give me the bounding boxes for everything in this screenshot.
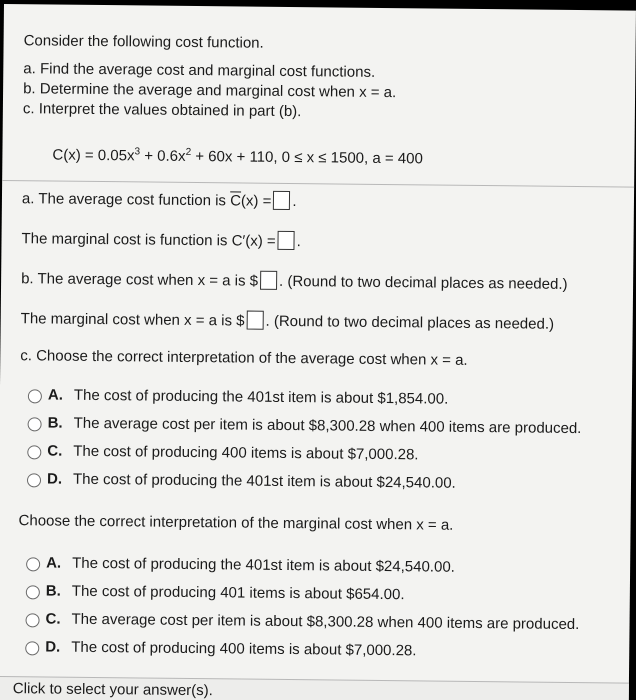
option-text: The cost of producing 401 items is about $654.00. bbox=[71, 582, 405, 604]
option-text: The average cost per item is about $8,300.28 when 400 items are produced. bbox=[71, 610, 580, 634]
marginal-cost-function-row: The marginal cost is function is C′(x) = . bbox=[21, 230, 301, 251]
option-text: The average cost per item is about $8,300.28 when 400 items are produced. bbox=[73, 414, 582, 438]
average-interpretation-prompt: c. Choose the correct interpretation of the average cost when x = a. bbox=[20, 347, 468, 369]
marginal-cost-at-a-row bbox=[21, 308, 555, 334]
option-text: The cost of producing the 401st item is about $24,540.00. bbox=[72, 554, 455, 576]
cost-function bbox=[52, 147, 423, 169]
marginal-cost-at-a-label: The marginal cost when x = a is $ bbox=[20, 310, 245, 330]
marginal-option-a-radio[interactable] bbox=[26, 557, 40, 571]
average-cost-at-a-row bbox=[21, 268, 568, 294]
part-a-instruction: a. Find the average cost and marginal cost functions. bbox=[23, 60, 376, 81]
average-cost-function-label: a. The average cost function is bbox=[21, 190, 231, 210]
average-cost-round-note: . (Round to two decimal places as needed.) bbox=[278, 272, 568, 293]
divider bbox=[2, 180, 634, 188]
option-letter: C. bbox=[45, 610, 61, 628]
exponent-2: 2 bbox=[185, 146, 192, 158]
option-letter: B. bbox=[45, 582, 61, 600]
average-cost-at-a-label: b. The average cost when x = a is $ bbox=[21, 270, 259, 290]
option-letter: D. bbox=[46, 470, 63, 488]
marginal-cost-function-label: The marginal cost is function is C′(x) = bbox=[21, 230, 276, 250]
question-panel bbox=[0, 4, 636, 700]
marginal-option-b-radio[interactable] bbox=[26, 585, 40, 599]
option-text: The cost of producing the 401st item is about $24,540.00. bbox=[72, 470, 456, 492]
average-cost-function-input[interactable] bbox=[273, 191, 290, 210]
marginal-option-d-radio[interactable] bbox=[25, 641, 39, 655]
option-text: The cost of producing 400 items is about $7,000.28. bbox=[73, 442, 419, 464]
cost-function-part1: C(x) = 0.05x bbox=[52, 146, 135, 165]
average-option-a-radio[interactable] bbox=[28, 389, 42, 403]
average-option-c-radio[interactable] bbox=[27, 445, 41, 459]
marginal-interpretation-prompt: Choose the correct interpretation of the marginal cost when x = a. bbox=[18, 512, 454, 534]
option-text: The cost of producing 400 items is about $7,000.28. bbox=[71, 638, 417, 660]
average-cost-at-a-input[interactable] bbox=[260, 271, 277, 290]
option-letter: D. bbox=[45, 638, 61, 656]
marginal-cost-function-input[interactable] bbox=[278, 231, 295, 250]
question-title: Consider the following cost function. bbox=[23, 32, 264, 52]
cost-function-part2: + 0.6x bbox=[140, 147, 186, 165]
option-text: The cost of producing the 401st item is about $1,854.00. bbox=[73, 386, 449, 408]
average-option-b-radio[interactable] bbox=[28, 417, 42, 431]
cost-function-part3: + 60x + 110, 0 ≤ x ≤ 1500, a = 400 bbox=[191, 147, 423, 168]
option-letter: B. bbox=[47, 414, 63, 432]
part-b-instruction: b. Determine the average and marginal cost when x = a. bbox=[23, 80, 397, 102]
marginal-cost-at-a-input[interactable] bbox=[246, 311, 263, 330]
average-cost-function-suffix: (x) = bbox=[240, 192, 272, 210]
option-letter: A. bbox=[46, 554, 62, 572]
exponent-3: 3 bbox=[134, 146, 141, 158]
option-letter: C. bbox=[47, 442, 63, 460]
marginal-option-c-radio[interactable] bbox=[25, 613, 39, 627]
average-cost-function-row: a. The average cost function is $\overline{C}(x)$ = . bbox=[21, 190, 297, 211]
marginal-cost-round-note: . (Round to two decimal places as needed.) bbox=[265, 312, 555, 333]
c-bar-symbol: $\overline{C}$ bbox=[230, 192, 242, 210]
average-option-d-radio[interactable] bbox=[27, 473, 41, 487]
select-answer-hint: Click to select your answer(s). bbox=[12, 680, 213, 700]
part-c-instruction: c. Interpret the values obtained in part (b). bbox=[22, 100, 302, 121]
option-letter: A. bbox=[47, 386, 63, 404]
